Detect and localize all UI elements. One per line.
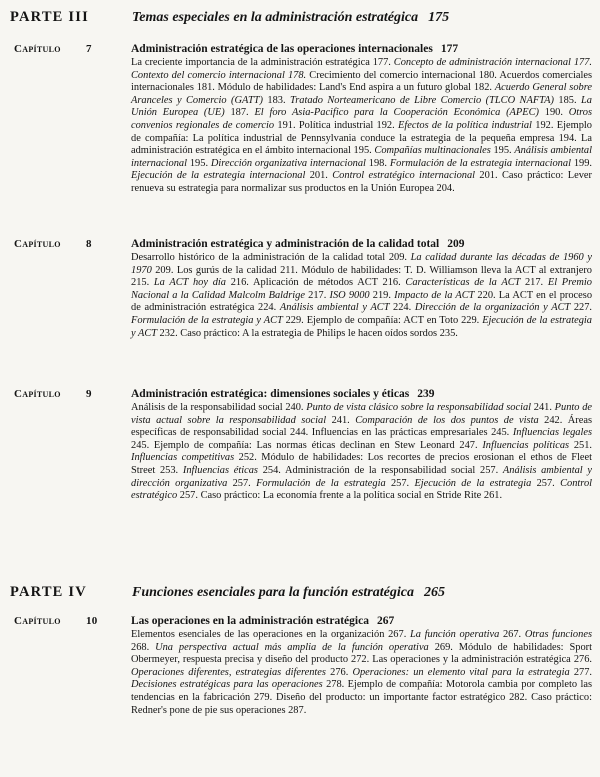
text-entry: 257. xyxy=(536,477,561,489)
part-title xyxy=(132,10,449,26)
text-entry: 224. xyxy=(393,302,415,314)
italic-entry: La Unión Europea (UE) xyxy=(131,94,592,119)
chapter-page-number: 267 xyxy=(376,615,395,627)
text-entry: 252. Módulo de habilidades: Los recortes de precios erosionan el ethos de Fleet Street 253. xyxy=(131,452,592,476)
italic-entry: Control estratégico xyxy=(131,477,593,502)
text-entry: 257. xyxy=(232,477,257,489)
chapter-label xyxy=(14,388,126,400)
text-entry: 241. xyxy=(533,402,555,413)
chapter-title-text: Las operaciones en la administración estratégica xyxy=(131,615,369,627)
chapter-word: Capítulo xyxy=(14,238,61,250)
chapter-page-number: 177 xyxy=(440,43,459,55)
chapter-number: 7 xyxy=(86,43,92,55)
italic-entry: Acuerdo General sobre Aranceles y Comercio (GATT) xyxy=(131,82,592,106)
text-entry: 209. Los gurús de la calidad 211. Módulo de habilidades: T. D. Williamson lleva la ACT al extranjero 215. xyxy=(131,264,592,289)
text-entry: 254. Administración de la responsabilidad social 257. xyxy=(262,464,503,476)
italic-entry: El Premio Nacional a la Calidad Malcolm Baldrige xyxy=(131,277,592,301)
italic-entry: Dirección organizativa internacional xyxy=(210,157,369,169)
text-entry: 217. xyxy=(524,277,548,289)
text-entry: 216. Aplicación de métodos ACT 216. xyxy=(230,277,406,289)
part-title xyxy=(132,585,445,601)
text-entry: La creciente importancia de la administración estratégica 177. xyxy=(131,57,394,68)
chapter-label xyxy=(14,615,126,627)
chapter-body xyxy=(131,614,592,717)
part-label: PARTE III xyxy=(10,9,89,25)
chapter-title-text: Administración estratégica y administración de la calidad total xyxy=(131,238,440,250)
chapter-title-text: Administración estratégica: dimensiones sociales y éticas xyxy=(131,388,410,400)
chapter-contents xyxy=(131,402,592,503)
italic-entry: Comparación de los dos puntos de vista xyxy=(355,414,545,426)
text-entry: 257. xyxy=(390,477,415,489)
italic-entry: Formulación de la estrategia xyxy=(256,477,391,489)
chapter-number: 10 xyxy=(86,615,98,627)
chapter-page-number: 239 xyxy=(417,388,435,400)
text-entry: 276. xyxy=(330,666,353,678)
italic-entry: La función operativa xyxy=(409,629,503,640)
italic-entry: Compañías multinacionales xyxy=(374,145,494,157)
text-entry: 229. Ejemplo de compañía: ACT en Toto 229. xyxy=(285,314,483,326)
italic-entry: Influencias éticas xyxy=(182,464,263,476)
text-entry: 245. Ejemplo de compañía: Las normas éticas declinan en Stew Leonard 247. xyxy=(131,439,483,451)
italic-entry: Influencias competitivas xyxy=(131,452,239,464)
italic-entry: Tratado Norteamericano de Libre Comercio (TLCO NAFTA) xyxy=(290,94,559,106)
text-entry: 199. xyxy=(573,157,593,169)
text-entry: 242. Áreas específicas de responsabilidad social 244. Influencias en las prácticas empresariales 245. xyxy=(131,414,593,439)
part-title-text: Funciones esenciales para la función estratégica xyxy=(132,585,414,600)
chapter-entry xyxy=(14,237,592,340)
italic-entry: Efectos de la política industrial xyxy=(398,119,536,131)
italic-entry: Decisiones estratégicas para las operaciones xyxy=(131,679,327,691)
text-entry: 190. xyxy=(544,107,569,119)
text-entry: 191. Política industrial 192. xyxy=(277,119,399,131)
chapter-number: 9 xyxy=(86,388,92,400)
chapter-entry xyxy=(14,42,592,196)
part-page-number: 265 xyxy=(423,585,445,600)
chapter-title xyxy=(131,237,592,251)
chapter-word: Capítulo xyxy=(14,615,61,627)
italic-entry: Dirección de la organización y ACT xyxy=(414,302,574,314)
text-entry: 217. xyxy=(308,289,330,301)
text-entry: 269. Módulo de habilidades: Sport Obermeyer, respuesta precisa y diseño del producto 272. Las operaciones y la administración estratégica 276. xyxy=(131,641,593,666)
italic-entry: Control estratégico internacional xyxy=(332,170,480,182)
text-entry: Análisis de la responsabilidad social 240. xyxy=(131,402,307,413)
text-entry: 195. xyxy=(493,145,515,157)
italic-entry: ISO 9000 xyxy=(329,289,373,301)
text-entry: 201. xyxy=(309,170,333,182)
italic-entry: Ejecución de la estrategia y ACT xyxy=(131,314,592,339)
text-entry: 241. xyxy=(331,414,356,426)
text-entry: 183. xyxy=(267,94,290,106)
italic-entry: Punto de vista actual sobre la responsabilidad social xyxy=(131,402,593,426)
text-entry: 219. xyxy=(372,289,395,301)
text-entry: 257. Caso práctico: La economía frente a la política social en Stride Rite 261. xyxy=(179,490,503,502)
part-page-number: 175 xyxy=(428,10,450,25)
text-entry: Elementos esenciales de las operaciones en la organización 267. xyxy=(131,629,410,640)
italic-entry: Operaciones diferentes, estrategias diferentes xyxy=(131,666,331,678)
chapter-contents xyxy=(131,629,592,717)
italic-entry: La calidad durante las décadas de 1960 y 1970 xyxy=(131,252,592,276)
italic-entry: Análisis ambiental y dirección organizativa xyxy=(131,464,592,489)
italic-entry: Formulación de la estrategia internacional xyxy=(389,157,574,169)
italic-entry: Análisis ambiental y ACT xyxy=(279,302,394,314)
chapter-title xyxy=(131,387,592,401)
italic-entry: Características de la ACT xyxy=(405,277,525,289)
text-entry: 251. xyxy=(573,439,592,451)
chapter-entry xyxy=(14,387,592,503)
text-entry: 185. xyxy=(558,94,582,106)
italic-entry: Influencias legales xyxy=(512,427,592,439)
italic-entry: Influencias políticas xyxy=(482,439,574,451)
italic-entry: Formulación de la estrategia y ACT xyxy=(131,314,286,326)
text-entry: 195. xyxy=(189,157,211,169)
chapter-contents xyxy=(131,57,592,196)
text-entry: 192. Ejemplo de compañía: La política industrial de Pennsylvania conduce la estrategia de la pequeña empresa 194. La administración estratégica en el ámbito internacional 195. xyxy=(131,119,592,157)
italic-entry: Ejecución de la estrategia internacional xyxy=(131,170,310,182)
chapter-title xyxy=(131,42,592,56)
chapter-word: Capítulo xyxy=(14,43,61,55)
text-entry: 232. Caso práctico: A la estrategia de Philips le hacen oídos sordos 235. xyxy=(159,327,458,339)
chapter-entry xyxy=(14,614,592,717)
text-entry: 268. xyxy=(131,641,156,653)
text-entry: 227. xyxy=(573,302,592,314)
chapter-body xyxy=(131,237,592,340)
italic-entry: Ejecución de la estrategia xyxy=(414,477,537,489)
italic-entry: Otras funciones xyxy=(524,629,592,640)
text-entry: 278. Ejemplo de compañía: Motorola cambia por completo las tendencias en la fabricación 279. Diseño del producto: un importante factor estratégico 282. Caso práctico: Redner's pone de pie sus operaciones 287. xyxy=(131,679,592,716)
italic-entry: Operaciones: un elemento vital para la estrategia xyxy=(352,666,574,678)
italic-entry: El foro Asia-Pacifico para la Cooperación Económica (APEC) xyxy=(254,107,545,119)
text-entry: 198. xyxy=(368,157,390,169)
text-entry: 187. xyxy=(230,107,255,119)
italic-entry: Concepto de administración internacional 177. Contexto del comercio internacional 178. xyxy=(131,57,592,81)
part-label: PARTE IV xyxy=(10,584,87,600)
chapter-label xyxy=(14,238,126,250)
chapter-body xyxy=(131,42,592,196)
italic-entry: Otros convenios regionales de comercio xyxy=(131,107,593,131)
part-heading xyxy=(10,9,592,26)
italic-entry: La ACT hoy día xyxy=(153,277,231,289)
part-title-text: Temas especiales en la administración estratégica xyxy=(132,10,419,25)
text-entry: 220. La ACT en el proceso de administración estratégica 224. xyxy=(131,289,593,314)
text-entry: 267. xyxy=(502,629,525,640)
chapter-title-text: Administración estratégica de las operaciones internacionales xyxy=(131,43,433,55)
text-entry: Desarrollo histórico de la administración de la calidad total 209. xyxy=(131,252,411,263)
chapter-label xyxy=(14,43,126,55)
italic-entry: Punto de vista clásico sobre la responsabilidad social xyxy=(306,402,534,413)
chapter-page-number: 209 xyxy=(447,238,465,250)
italic-entry: Una perspectiva actual más amplia de la función operativa xyxy=(155,641,435,653)
italic-entry: Análisis ambiental internacional xyxy=(131,145,593,169)
italic-entry: Impacto de la ACT xyxy=(394,289,478,301)
text-entry: Crecimiento del comercio internacional 180. Acuerdos comerciales internacionales 181. Módulo de habilidades: Land's End aspira a un futuro global 182. xyxy=(131,69,592,94)
chapter-contents xyxy=(131,252,592,340)
chapter-title xyxy=(131,614,592,628)
text-entry: 201. Caso práctico: Lever renueva su estrategia para normalizar sus productos en la Unión Europea 204. xyxy=(131,170,592,194)
chapter-number: 8 xyxy=(86,238,92,250)
part-heading xyxy=(10,584,592,601)
chapter-word: Capítulo xyxy=(14,388,61,400)
text-entry: 277. xyxy=(573,666,592,678)
chapter-body xyxy=(131,387,592,503)
